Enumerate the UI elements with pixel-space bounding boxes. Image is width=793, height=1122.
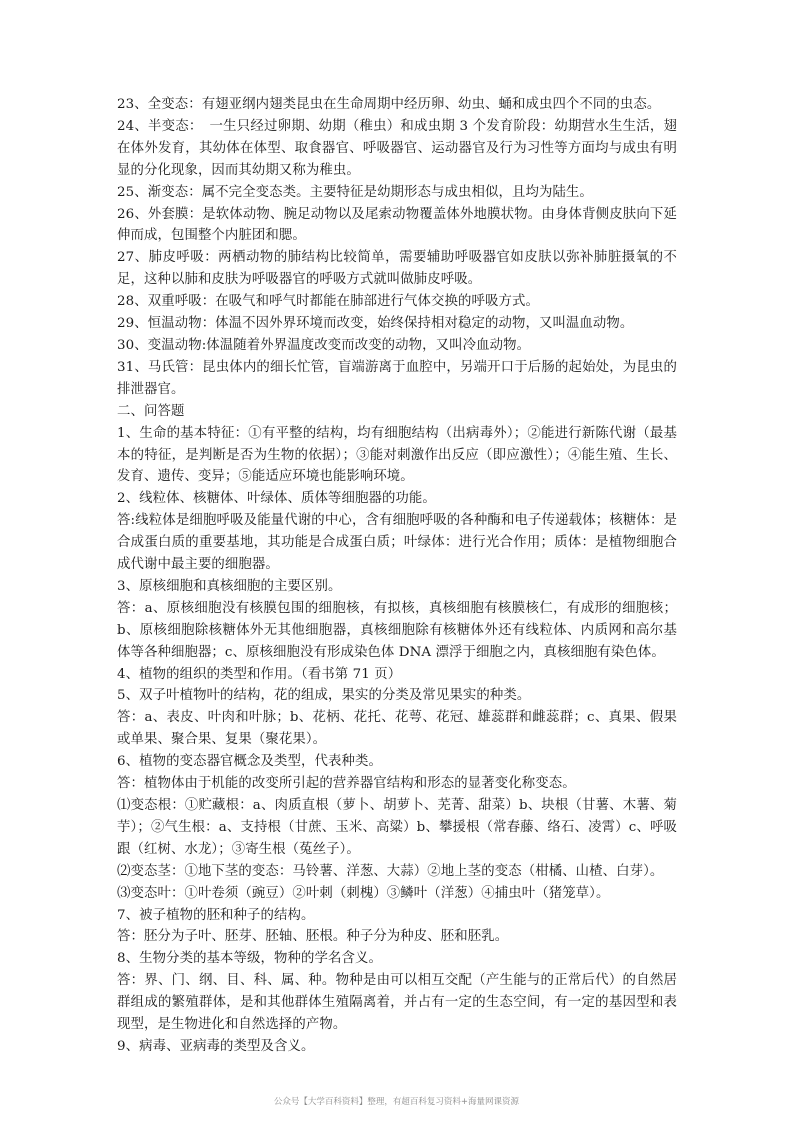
paragraph-term-25: 25、渐变态：属不完全变态类。主要特征是幼期形态与成虫相似，且均为陆生。 [117,184,593,200]
paragraph-term-26: 26、外套膜：是软体动物、腕足动物以及尾索动物覆盖体外地膜状物。由身体背侧皮肤向下延伸而成，包围整个内脏团和腮。 [117,206,677,244]
paragraph-term-27: 27、肺皮呼吸：两栖动物的肺结构比较简单，需要辅助呼吸器官如皮肤以弥补肺脏摄氧的不足，这种以肺和皮肤为呼吸器官的呼吸方式就叫做肺皮呼吸。 [117,250,677,288]
question-5: 5、双子叶植物叶的结构，花的组成，果实的分类及常见果实的种类。 [117,688,531,704]
paragraph-term-30: 30、变温动物:体温随着外界温度改变而改变的动物，又叫冷血动物。 [117,337,531,353]
answer-6: 答：植物体由于机能的改变所引起的营养器官结构和形态的显著变化称变态。 [117,776,576,792]
question-4: 4、植物的组织的类型和作用。（看书第 71 页） [117,666,402,682]
document-body [117,94,677,1058]
question-7: 7、被子植物的胚和种子的结构。 [117,907,315,923]
answer-2: 答:线粒体是细胞呼吸及能量代谢的中心，含有细胞呼吸的各种酶和电子传递载体；核糖体：是合成蛋白质的重要基地，其功能是合成蛋白质；叶绿体：进行光合作用；质体：是植物细胞合成代谢中最主要的细胞器。 [117,513,677,573]
answer-5: 答：a、表皮、叶肉和叶脉；b、花柄、花托、花萼、花冠、雄蕊群和雌蕊群；c、真果、假果或单果、聚合果、复果（聚花果）。 [117,710,677,748]
page-footer: 公众号【大学百科资料】整理，有超百科复习资料+海量网课资源 [273,1097,520,1107]
answer-3: 答：a、原核细胞没有核膜包围的细胞核，有拟核，真核细胞有核膜核仁，有成形的细胞核；b、原核细胞除核糖体外无其他细胞器，真核细胞除有核糖体外还有线粒体、内质网和高尔基体等各种细胞器；c、原核细胞没有形成染色体 DNA 漂浮于细胞之内，真核细胞有染色体。 [117,600,677,660]
paragraph-term-23: 23、全变态：有翅亚纲内翅类昆虫在生命周期中经历卵、幼虫、蛹和成虫四个不同的虫态。 [117,97,661,112]
paragraph-term-31: 31、马氏管：昆虫体内的细长忙管，盲端游离于血腔中，另端开口于后肠的起始处，为昆虫的排泄器官。 [117,359,677,397]
paragraph-term-29: 29、恒温动物：体温不因外界环境而改变，始终保持相对稳定的动物，又叫温血动物。 [117,316,634,332]
question-6: 6、植物的变态器官概念及类型，代表种类。 [117,754,382,770]
question-1: 1、生命的基本特征：①有平整的结构，均有细胞结构（出病毒外）；②能进行新陈代谢（最基本的特征，是判断是否为生物的依据）；③能对刺激作出反应（即应激性）；④能生殖、生长、发育、遗传、变异；⑤能适应环境也能影响环境。 [117,425,677,485]
section-heading-qa: 二、问答题 [117,403,185,419]
question-3: 3、原核细胞和真核细胞的主要区别。 [117,578,342,594]
paragraph-term-28: 28、双重呼吸：在吸气和呼气时都能在肺部进行气体交换的呼吸方式。 [117,294,539,310]
answer-6-leaves: ⑶变态叶：①叶卷须（豌豆）②叶刺（刺槐）③鳞叶（洋葱）④捕虫叶（猪笼草）。 [117,885,610,901]
answer-8: 答：界、门、纲、目、科、属、种。物种是由可以相互交配（产生能与的正常后代）的自然居群组成的繁殖群体，是和其他群体生殖隔离着，并占有一定的生态空间，有一定的基因型和表现型，是生物进化和自然选择的产物。 [117,973,677,1033]
question-8: 8、生物分类的基本等级，物种的学名含义。 [117,951,382,967]
question-9: 9、病毒、亚病毒的类型及含义。 [117,1038,315,1054]
paragraph-term-24: 24、半变态： 一生只经过卵期、幼期（稚虫）和成虫期 3 个发育阶段：幼期营水生生活，翅在体外发育，其幼体在体型、取食器官、呼吸器官、运动器官及行为习性等方面均与成虫有明显的分化现象，因而其幼期又称为稚虫。 [117,118,677,178]
answer-7: 答：胚分为子叶、胚芽、胚轴、胚根。种子分为种皮、胚和胚乳。 [117,929,509,945]
question-2: 2、线粒体、核糖体、叶绿体、质体等细胞器的功能。 [117,491,436,507]
answer-6-roots: ⑴变态根：①贮藏根：a、肉质直根（萝卜、胡萝卜、芜菁、甜菜）b、块根（甘薯、木薯、菊芋）；②气生根：a、支持根（甘蔗、玉米、高粱）b、攀援根（常春藤、络石、凌霄）c、呼吸跟（红树、水龙）；③寄生根（菟丝子）。 [117,798,677,857]
answer-6-stems: ⑵变态茎：①地下茎的变态：马铃薯、洋葱、大蒜）②地上茎的变态（柑橘、山楂、白芽）。 [117,863,664,879]
